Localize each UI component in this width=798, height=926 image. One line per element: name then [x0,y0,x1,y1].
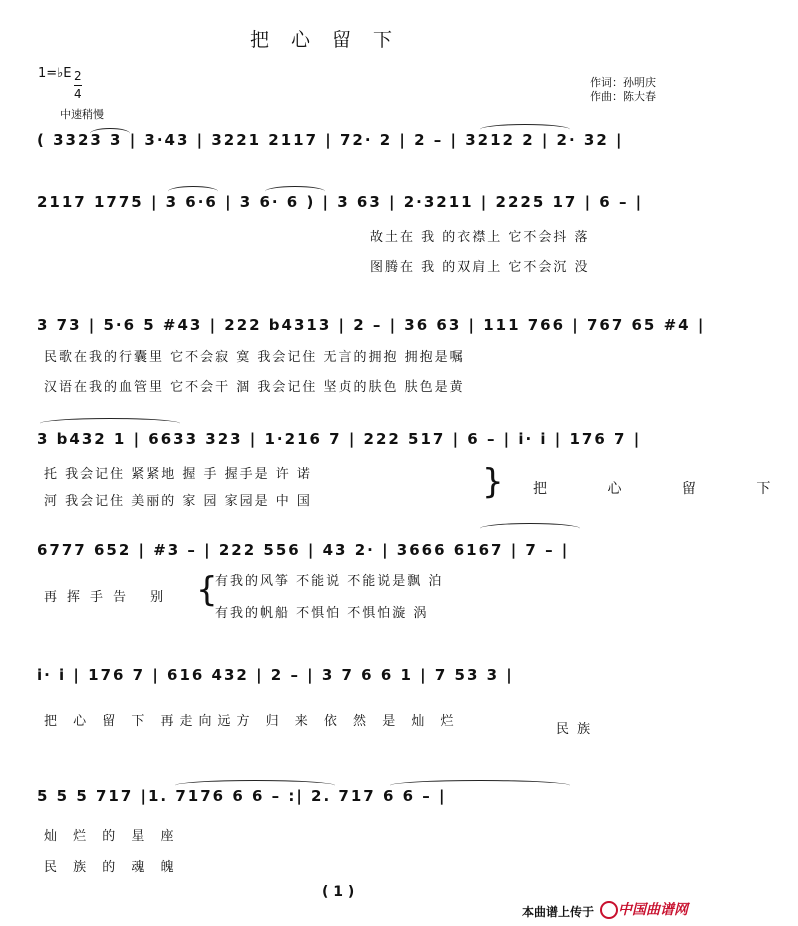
lyrics-row-3-verse-2: 汉语在我的血管里 它不会干 涸 我会记住 坚贞的肤色 肤色是黄 [44,380,465,395]
meter-bottom: 4 [74,87,82,101]
logo-text: 中国曲谱网 [618,902,688,918]
lyrics-row-6-verse-1: 把 心 留 下 再走向远方 归 来 依 然 是 灿 烂 [44,714,460,729]
lyrics-row-3-verse-1: 民歌在我的行囊里 它不会寂 寞 我会记住 无言的拥抱 拥抱是嘱 [44,350,465,365]
notation-row-3: 3 73 | 5·6 5 #43 | 222 b4313 | 2 – | 36 63 | 111 766 | 767 65 #4 | [37,316,706,334]
slur [40,418,180,429]
time-signature [74,68,82,103]
slur [390,780,570,791]
lyrics-row-5-verse-2: 有我的帆船 不惧怕 不惧怕漩 涡 [215,606,429,621]
lyrics-row-6-verse-2: 民 族 [556,722,593,737]
lyricist-credit: 作词：孙明庆 [590,76,656,89]
site-logo [600,899,700,921]
notation-row-6: i· i | 176 7 | 616 432 | 2 – | 3 7 6 6 1 | 7 53 3 | [37,666,514,684]
slur [175,780,335,791]
lyrics-row-7-verse-1: 灿 烂 的 星 座 [44,829,180,844]
chorus-lyrics-row-4: 把 心 留 下 [533,481,798,497]
slur [480,124,570,135]
meter-top: 2 [74,68,82,86]
upload-note: 本曲谱上传于 [522,905,595,919]
lyrics-row-2-verse-1: 故土在 我 的衣襟上 它不会抖 落 [370,230,590,245]
lyrics-row-2-verse-2: 图腾在 我 的双肩上 它不会沉 没 [370,260,590,275]
page-number: ( 1 ) [322,884,355,900]
composer-credit: 作曲：陈大春 [590,90,656,103]
lyrics-row-5-verse-1: 有我的风筝 不能说 不能说是飘 泊 [215,574,444,589]
lyrics-row-4-verse-2: 河 我会记住 美丽的 家 园 家园是 中 国 [44,494,312,509]
verse-brace-right: } [482,462,504,502]
lyrics-row-4-verse-1: 托 我会记住 紧紧地 握 手 握手是 许 诺 [44,467,312,482]
slur [480,523,580,534]
lyrics-row-7-verse-2: 民 族 的 魂 魄 [44,860,180,875]
slur [168,186,218,197]
slur [90,128,130,139]
song-title: 把心留下 [250,29,415,51]
tempo-marking: 中速稍慢 [60,108,104,121]
notation-row-1: ( 3323 3 | 3·43 | 3221 2117 | 72· 2 | 2 – | 3212 2 | 2· 32 | [37,131,624,149]
logo-mark-icon [600,901,618,919]
notation-row-2: 2117 1775 | 3 6·6 | 3 6· 6 ) | 3 63 | 2·3211 | 2225 17 | 6 – | [37,193,644,211]
notation-row-5: 6777 652 | #3 – | 222 556 | 43 2· | 3666 6167 | 7 – | [37,541,570,559]
notation-row-7: 5 5 5 717 |1. 7176 6 6 – :| 2. 717 6 6 – | [37,787,447,805]
slur [265,186,325,197]
verse-brace-left: { [196,570,218,610]
notation-row-4: 3 b432 1 | 6633 323 | 1·216 7 | 222 517 | 6 – | i· i | 176 7 | [37,430,642,448]
lyrics-row-5-lead: 再挥手告 别 [44,590,174,605]
key-signature: 1=♭E [38,66,72,81]
